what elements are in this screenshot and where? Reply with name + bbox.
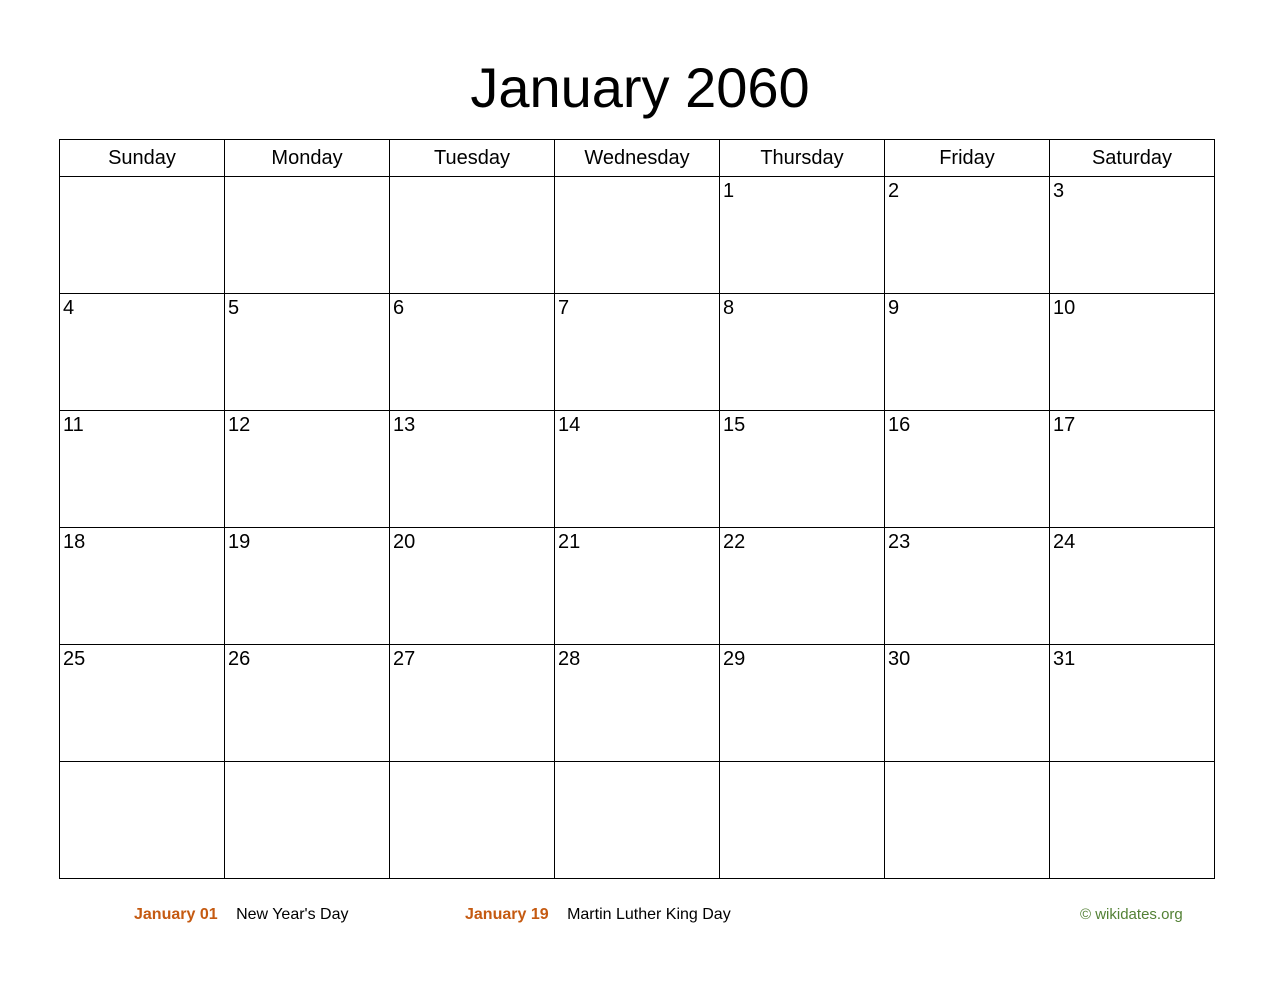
holiday-date: January 01 (134, 906, 218, 923)
day-cell (1050, 762, 1215, 879)
day-number: 24 (1053, 531, 1076, 553)
day-cell (720, 528, 885, 645)
day-number: 7 (558, 297, 570, 319)
day-cell (390, 411, 555, 528)
week-row (60, 294, 1215, 411)
calendar-title: January 2060 (470, 56, 810, 119)
day-number: 13 (393, 414, 416, 436)
day-cell (390, 528, 555, 645)
weekday-sunday: Sunday (60, 140, 225, 177)
week-row (60, 411, 1215, 528)
day-cell (885, 645, 1050, 762)
day-number: 3 (1053, 180, 1065, 202)
day-number: 4 (63, 297, 75, 319)
day-number: 28 (558, 648, 581, 670)
day-cell (720, 762, 885, 879)
day-cell (1050, 645, 1215, 762)
day-cell (555, 177, 720, 294)
day-number: 9 (888, 297, 900, 319)
day-cell (390, 177, 555, 294)
day-cell (555, 294, 720, 411)
day-cell (390, 294, 555, 411)
day-number (60, 762, 224, 764)
day-cell (60, 177, 225, 294)
day-number: 2 (888, 180, 900, 202)
day-cell (225, 177, 390, 294)
day-number: 15 (723, 414, 746, 436)
day-cell (60, 294, 225, 411)
day-cell (720, 177, 885, 294)
day-cell (1050, 177, 1215, 294)
day-cell (1050, 528, 1215, 645)
day-cell (720, 645, 885, 762)
day-cell (225, 528, 390, 645)
day-cell (885, 528, 1050, 645)
day-number (225, 177, 389, 179)
day-cell (720, 411, 885, 528)
day-cell (555, 528, 720, 645)
day-cell (885, 762, 1050, 879)
day-cell (390, 645, 555, 762)
calendar-grid (59, 139, 1215, 879)
day-number: 12 (228, 414, 251, 436)
day-number: 29 (723, 648, 746, 670)
day-number (720, 762, 884, 764)
week-row (60, 528, 1215, 645)
site-credit: © wikidates.org (1080, 906, 1183, 923)
weekday-thursday: Thursday (720, 140, 885, 177)
day-number: 16 (888, 414, 911, 436)
day-number (390, 177, 554, 179)
day-number (555, 177, 719, 179)
day-cell (225, 294, 390, 411)
holiday-item (465, 904, 731, 926)
day-cell (555, 411, 720, 528)
day-number (1050, 762, 1214, 764)
day-number: 27 (393, 648, 416, 670)
day-cell (60, 762, 225, 879)
day-cell (225, 762, 390, 879)
weekday-header-row (60, 140, 1215, 177)
week-row (60, 177, 1215, 294)
day-number: 14 (558, 414, 581, 436)
weekday-friday: Friday (885, 140, 1050, 177)
day-number (555, 762, 719, 764)
day-cell (225, 411, 390, 528)
day-cell (555, 645, 720, 762)
day-number: 18 (63, 531, 86, 553)
day-number: 19 (228, 531, 251, 553)
day-number: 11 (63, 414, 84, 436)
day-cell (1050, 294, 1215, 411)
day-cell (60, 645, 225, 762)
holiday-name: Martin Luther King Day (567, 906, 731, 923)
day-cell (555, 762, 720, 879)
day-number (225, 762, 389, 764)
weekday-wednesday: Wednesday (555, 140, 720, 177)
day-cell (885, 294, 1050, 411)
day-number: 17 (1053, 414, 1076, 436)
day-number: 5 (228, 297, 240, 319)
day-cell (885, 177, 1050, 294)
day-number (60, 177, 224, 179)
day-number (390, 762, 554, 764)
day-number: 8 (723, 297, 735, 319)
day-number: 26 (228, 648, 251, 670)
day-number: 10 (1053, 297, 1076, 319)
week-row (60, 762, 1215, 879)
day-cell (225, 645, 390, 762)
day-number: 30 (888, 648, 911, 670)
day-number: 20 (393, 531, 416, 553)
holiday-date: January 19 (465, 906, 549, 923)
day-cell (390, 762, 555, 879)
day-cell (1050, 411, 1215, 528)
holiday-name: New Year's Day (236, 906, 349, 923)
day-cell (885, 411, 1050, 528)
weekday-saturday: Saturday (1050, 140, 1215, 177)
day-cell (60, 528, 225, 645)
holiday-item (134, 904, 349, 926)
day-cell (720, 294, 885, 411)
day-number: 1 (723, 180, 735, 202)
day-number: 6 (393, 297, 405, 319)
day-number: 22 (723, 531, 746, 553)
week-row (60, 645, 1215, 762)
day-cell (60, 411, 225, 528)
day-number: 31 (1053, 648, 1076, 670)
day-number: 21 (558, 531, 581, 553)
day-number: 23 (888, 531, 911, 553)
weekday-monday: Monday (225, 140, 390, 177)
day-number (885, 762, 1049, 764)
weekday-tuesday: Tuesday (390, 140, 555, 177)
day-number: 25 (63, 648, 86, 670)
